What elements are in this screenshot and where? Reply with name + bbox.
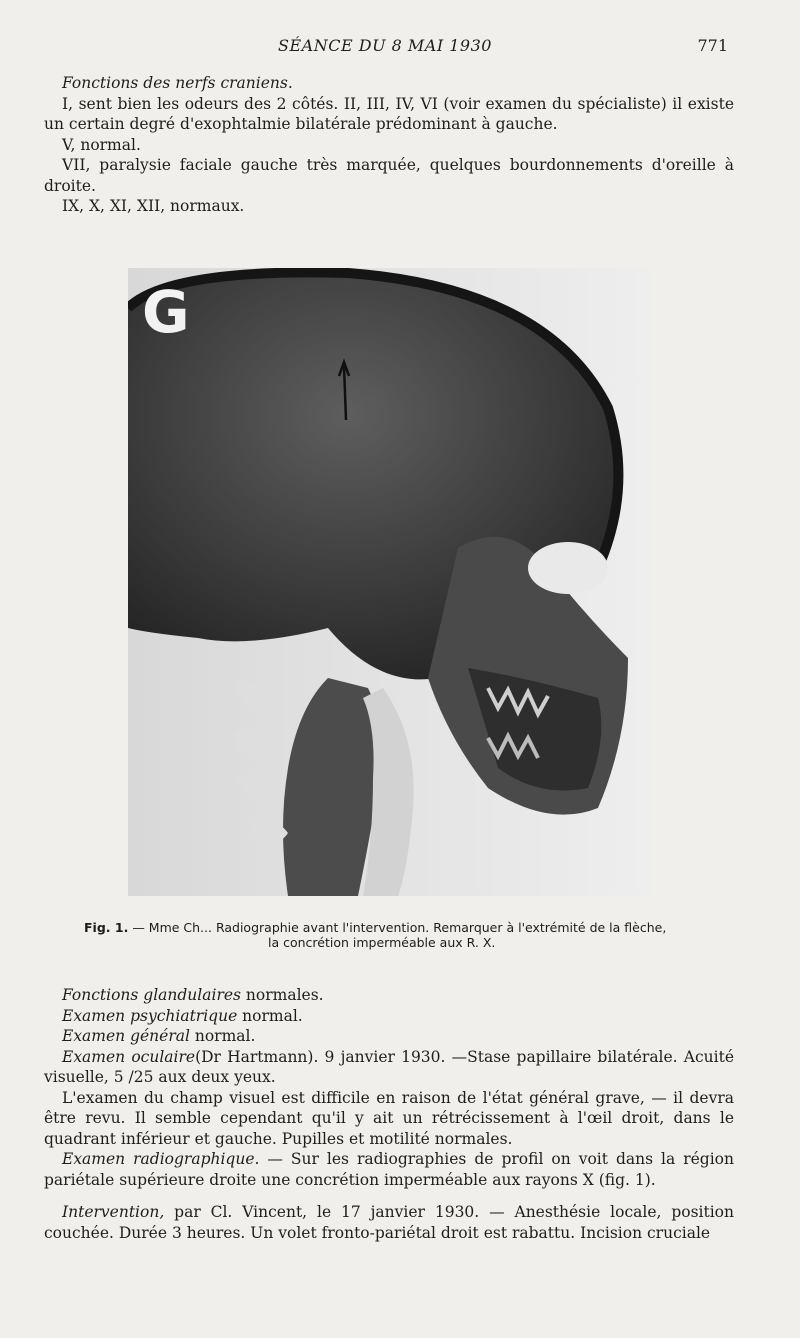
paragraph: I, sent bien les odeurs des 2 côtés. II, III, IV, VI (voir examen du spécialiste) il existe un certain degré d'exophtalmie bilatérale prédominant à gauche. xyxy=(44,94,734,133)
paragraph xyxy=(44,1006,734,1027)
paragraph-text: (Dr Hartmann). 9 janvier 1930. —Stase papillaire bilatérale. Acuité visuelle, 5 /25 aux deux yeux. xyxy=(44,1047,734,1086)
paragraph-text: normales. xyxy=(240,986,324,1004)
figure-letter: G xyxy=(142,278,188,346)
caption-label: Fig. 1. xyxy=(84,920,129,935)
paragraph xyxy=(44,985,734,1006)
running-head: SÉANCE DU 8 MAI 1930 xyxy=(278,36,492,55)
paragraph: L'examen du champ visuel est difficile en raison de l'état général grave, — il devra être revu. Il semble cependant qu'il y ait un rétrécissement à l'œil droit, dans le quadrant inférieur et gauche. Pupilles et motilité normales. xyxy=(44,1088,734,1148)
paragraph: VII, paralysie faciale gauche très marquée, quelques bourdonnements d'oreille à droite. xyxy=(44,156,734,195)
paragraph: IX, X, XI, XII, normaux. xyxy=(62,197,245,215)
paragraph xyxy=(44,1149,734,1190)
paragraph xyxy=(44,1026,734,1047)
skull-radiograph xyxy=(128,268,650,896)
examination-section xyxy=(44,985,734,1243)
caption-line-1: — Mme Ch... Radiographie avant l'intervention. Remarquer à l'extrémité de la flèche, xyxy=(132,920,667,935)
paragraph-text: normal. xyxy=(237,1006,303,1025)
paragraph: V, normal. xyxy=(62,135,141,154)
paragraph-label: Examen oculaire xyxy=(62,1047,196,1066)
cranial-nerves-section xyxy=(44,73,734,217)
caption-line-2: la concrétion imperméable aux R. X. xyxy=(268,935,496,950)
paragraph-label: Intervention, xyxy=(62,1203,165,1221)
paragraph-label: Examen général xyxy=(62,1027,190,1045)
paragraph-label: Examen psychiatrique xyxy=(62,1006,238,1025)
paragraph xyxy=(44,1047,734,1088)
paragraph-label: Fonctions glandulaires xyxy=(62,986,241,1004)
paragraph xyxy=(44,1202,734,1243)
section-title: Fonctions des nerfs craniens. xyxy=(62,74,293,92)
paragraph-text: normal. xyxy=(189,1027,256,1045)
figure-caption xyxy=(84,920,724,950)
page-number: 771 xyxy=(697,36,728,55)
radiograph-image xyxy=(128,268,650,896)
page-header xyxy=(0,36,800,60)
paragraph-text: — Sur les radiographies de profil on voit dans la région pariétale supérieure droite une concrétion imperméable aux rayons X (fig. 1). xyxy=(44,1150,734,1189)
paragraph-text: par Cl. Vincent, le 17 janvier 1930. — Anesthésie locale, position couchée. Durée 3 heures. Un volet fronto-pariétal droit est rabattu. Incision cruciale xyxy=(44,1203,734,1242)
paragraph-label: Examen radiographique. xyxy=(62,1150,260,1168)
